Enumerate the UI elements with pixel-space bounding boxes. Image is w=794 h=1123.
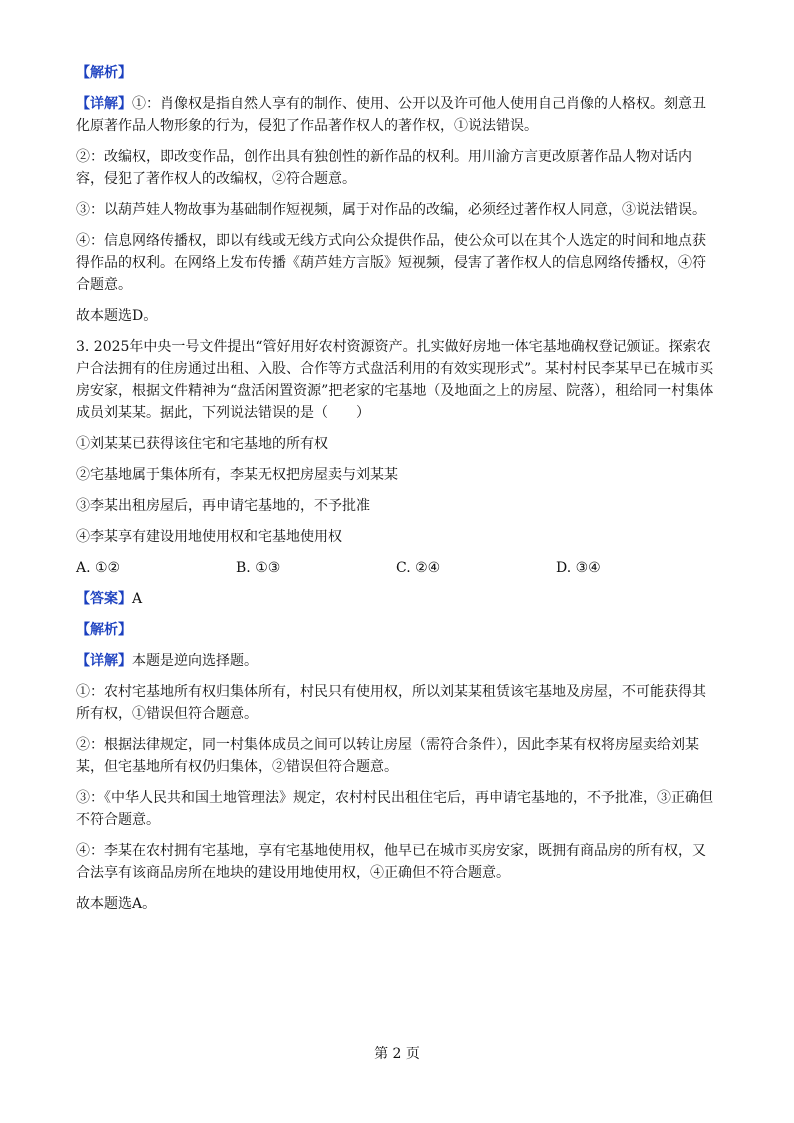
option-b: B. ①③ bbox=[236, 560, 281, 576]
option-d: D. ③④ bbox=[556, 560, 601, 576]
document-page bbox=[76, 62, 716, 924]
question-item: ②宅基地属于集体所有，李某无权把房屋卖与刘某某 bbox=[76, 467, 398, 483]
paragraph: ③：《中华人民共和国土地管理法》规定，农村村民出租住宅后，再申请宅基地的，不予批准，③正确但不符合题意。 bbox=[76, 790, 713, 828]
paragraph: ②：根据法律规定，同一村集体成员之间可以转让房屋（需符合条件），因此李某有权将房屋卖给刘某某，但宅基地所有权仍归集体，②错误但符合题意。 bbox=[76, 737, 699, 775]
question-item: ③李某出租房屋后，再申请宅基地的，不予批准 bbox=[76, 498, 370, 514]
analysis-heading: 【解析】 bbox=[76, 622, 132, 638]
answer-value: A bbox=[132, 591, 143, 607]
analysis-heading: 【解析】 bbox=[76, 65, 132, 81]
detail-text: 本题是逆向选择题。 bbox=[132, 653, 258, 669]
conclusion: 故本题选D。 bbox=[76, 308, 158, 324]
paragraph: ③：以葫芦娃人物故事为基础制作短视频，属于对作品的改编，必须经过著作权人同意，③说法错误。 bbox=[76, 202, 706, 218]
paragraph: ④：信息网络传播权，即以有线或无线方式向公众提供作品，使公众可以在其个人选定的时间和地点获得作品的权利。在网络上发布传播《葫芦娃方言版》短视频，侵害了著作权人的信息网络传播权，④符合题意。 bbox=[76, 233, 706, 293]
paragraph: ④：李某在农村拥有宅基地，享有宅基地使用权，他早已在城市买房安家，既拥有商品房的所有权，又合法享有该商品房所在地块的建设用地使用权，④正确但不符合题意。 bbox=[76, 843, 706, 881]
detail-text: ①：肖像权是指自然人享有的制作、使用、公开以及许可他人使用自己肖像的人格权。刻意丑化原著作品人物形象的行为，侵犯了作品著作权人的著作权，①说法错误。 bbox=[76, 96, 706, 134]
question-stem: 3. 2025年中央一号文件提出“管好用好农村资源资产。扎实做好房地一体宅基地确权登记颁证。探索农户合法拥有的住房通过出租、入股、合作等方式盘活利用的有效实现形式”。某村村民李某早已在城市买房安家，根据文件精神为“盘活闲置资源”把老家的宅基地（及地面之上的房屋、院落），租给同一村集体成员刘某某。据此，下列说法错误的是（ ） bbox=[76, 339, 714, 421]
detail-paragraph: 【详解】①：肖像权是指自然人享有的制作、使用、公开以及许可他人使用自己肖像的人格权。刻意丑化原著作品人物形象的行为，侵犯了作品著作权人的著作权，①说法错误。 bbox=[76, 96, 706, 134]
question-item: ①刘某某已获得该住宅和宅基地的所有权 bbox=[76, 436, 328, 452]
paragraph: ②：改编权，即改变作品，创作出具有独创性的新作品的权利。用川渝方言更改原著作品人物对话内容，侵犯了著作权人的改编权，②符合题意。 bbox=[76, 149, 692, 187]
question-item: ④李某享有建设用地使用权和宅基地使用权 bbox=[76, 529, 342, 545]
option-a: A. ①② bbox=[76, 560, 121, 576]
paragraph: ①：农村宅基地所有权归集体所有，村民只有使用权，所以刘某某租赁该宅基地及房屋，不可能获得其所有权，①错误但符合题意。 bbox=[76, 684, 706, 722]
answer-line: 【答案】A bbox=[76, 591, 143, 607]
conclusion: 故本题选A。 bbox=[76, 896, 157, 912]
detail-paragraph: 【详解】本题是逆向选择题。 bbox=[76, 653, 258, 669]
page-number: 第 2 页 bbox=[374, 1046, 420, 1062]
answer-options bbox=[76, 557, 716, 579]
option-c: C. ②④ bbox=[396, 560, 441, 576]
